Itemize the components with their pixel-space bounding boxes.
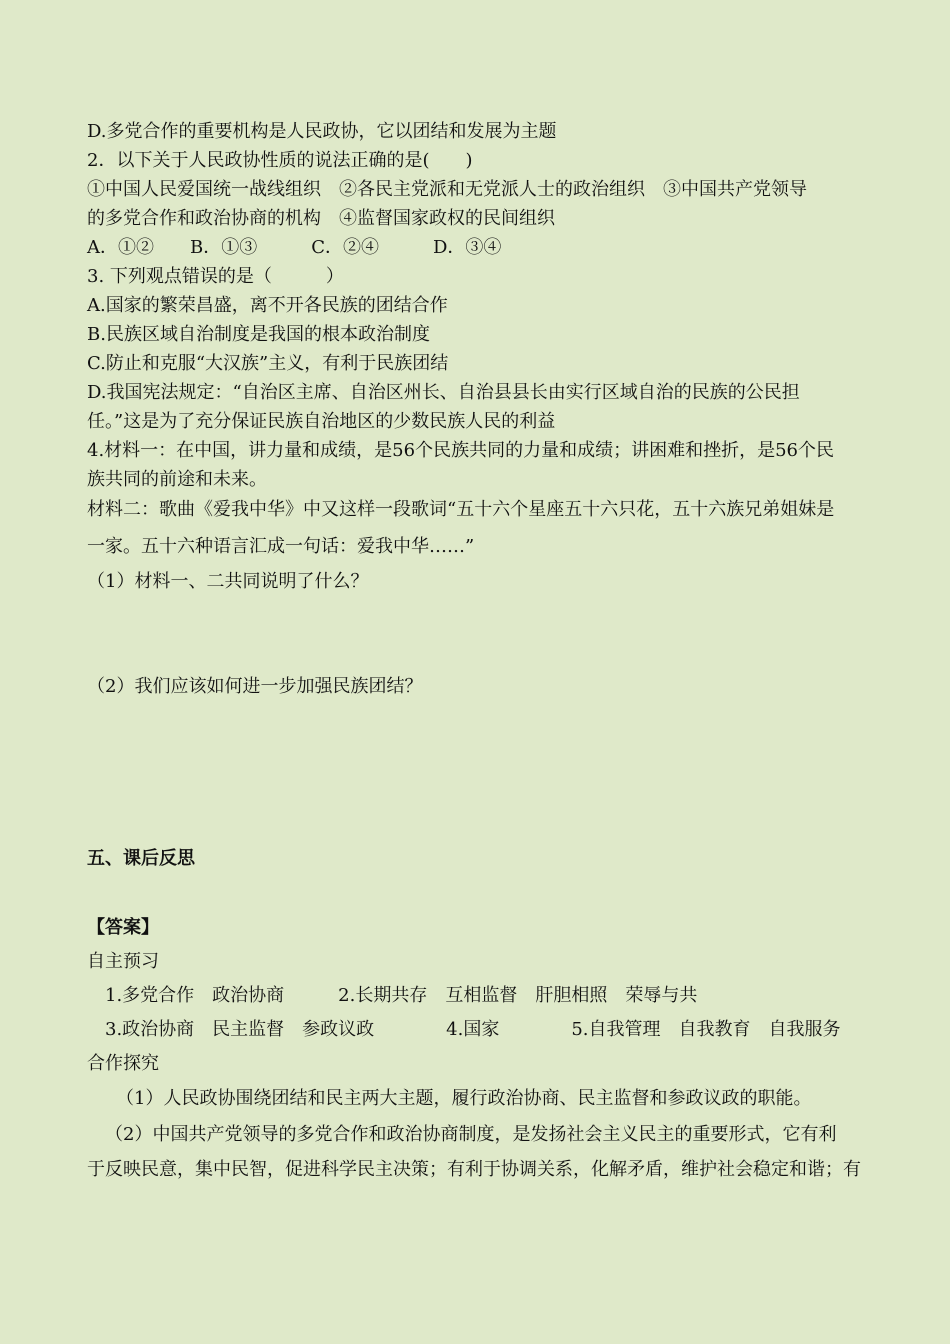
subquestion-1: （1）材料一、二共同说明了什么？ — [87, 571, 369, 592]
question-3-option-a: A.国家的繁荣昌盛，离不开各民族的团结合作 — [87, 295, 448, 316]
answer-line-explore-2: （2）中国共产党领导的多党合作和政治协商制度，是发扬社会主义民主的重要形式，它有利 — [105, 1124, 837, 1145]
answer-subheading-preview: 自主预习 — [87, 951, 159, 972]
material-2-line2: 一家。五十六种语言汇成一句话：爱我中华……” — [87, 536, 475, 557]
material-1-line1: 4.材料一：在中国，讲力量和成绩，是56个民族共同的力量和成绩；讲困难和挫折，是56个民 — [87, 440, 834, 461]
question-2-statements-line2: 的多党合作和政治协商的机构 ④监督国家政权的民间组织 — [87, 208, 555, 229]
question-3-option-b: B.民族区域自治制度是我国的根本政治制度 — [87, 324, 430, 345]
subquestion-2: （2）我们应该如何进一步加强民族团结？ — [87, 676, 423, 697]
material-2-line1: 材料二：歌曲《爱我中华》中又这样一段歌词“五十六个星座五十六只花，五十六族兄弟姐妹是 — [87, 499, 835, 520]
question-2-statements-line1: ①中国人民爱国统一战线组织 ②各民主党派和无党派人士的政治组织 ③中国共产党领导 — [87, 179, 807, 200]
question-1-option-d: D.多党合作的重要机构是人民政协，它以团结和发展为主题 — [87, 121, 557, 142]
answer-line-preview-1: 1.多党合作 政治协商 2.长期共存 互相监督 肝胆相照 荣辱与共 — [105, 985, 698, 1006]
answer-line-explore-3: 于反映民意，集中民智，促进科学民主决策；有利于协调关系，化解矛盾，维护社会稳定和谐；有 — [87, 1159, 861, 1180]
question-3-option-d-line2: 任。”这是为了充分保证民族自治地区的少数民族人民的利益 — [87, 411, 556, 432]
question-2-stem: 2．以下关于人民政协性质的说法正确的是( ) — [87, 150, 473, 171]
question-3-option-d-line1: D.我国宪法规定：“自治区主席、自治区州长、自治县县长由实行区域自治的民族的公民担 — [87, 382, 800, 403]
answer-heading: 【答案】 — [87, 917, 159, 938]
answer-line-preview-2: 3.政治协商 民主监督 参政议政 4.国家 5.自我管理 自我教育 自我服务 — [105, 1019, 841, 1040]
question-3-stem: 3. 下列观点错误的是（ ） — [87, 266, 344, 287]
answer-subheading-explore: 合作探究 — [87, 1053, 159, 1074]
answer-line-explore-1: （1）人民政协围绕团结和民主两大主题，履行政治协商、民主监督和参政议政的职能。 — [116, 1088, 812, 1109]
question-3-option-c: C.防止和克服“大汉族”主义，有利于民族团结 — [87, 353, 449, 374]
material-1-line2: 族共同的前途和未来。 — [87, 469, 267, 490]
question-2-options: A．①② B．①③ C．②④ D．③④ — [87, 237, 502, 258]
section-title-reflection: 五、课后反思 — [87, 848, 195, 869]
